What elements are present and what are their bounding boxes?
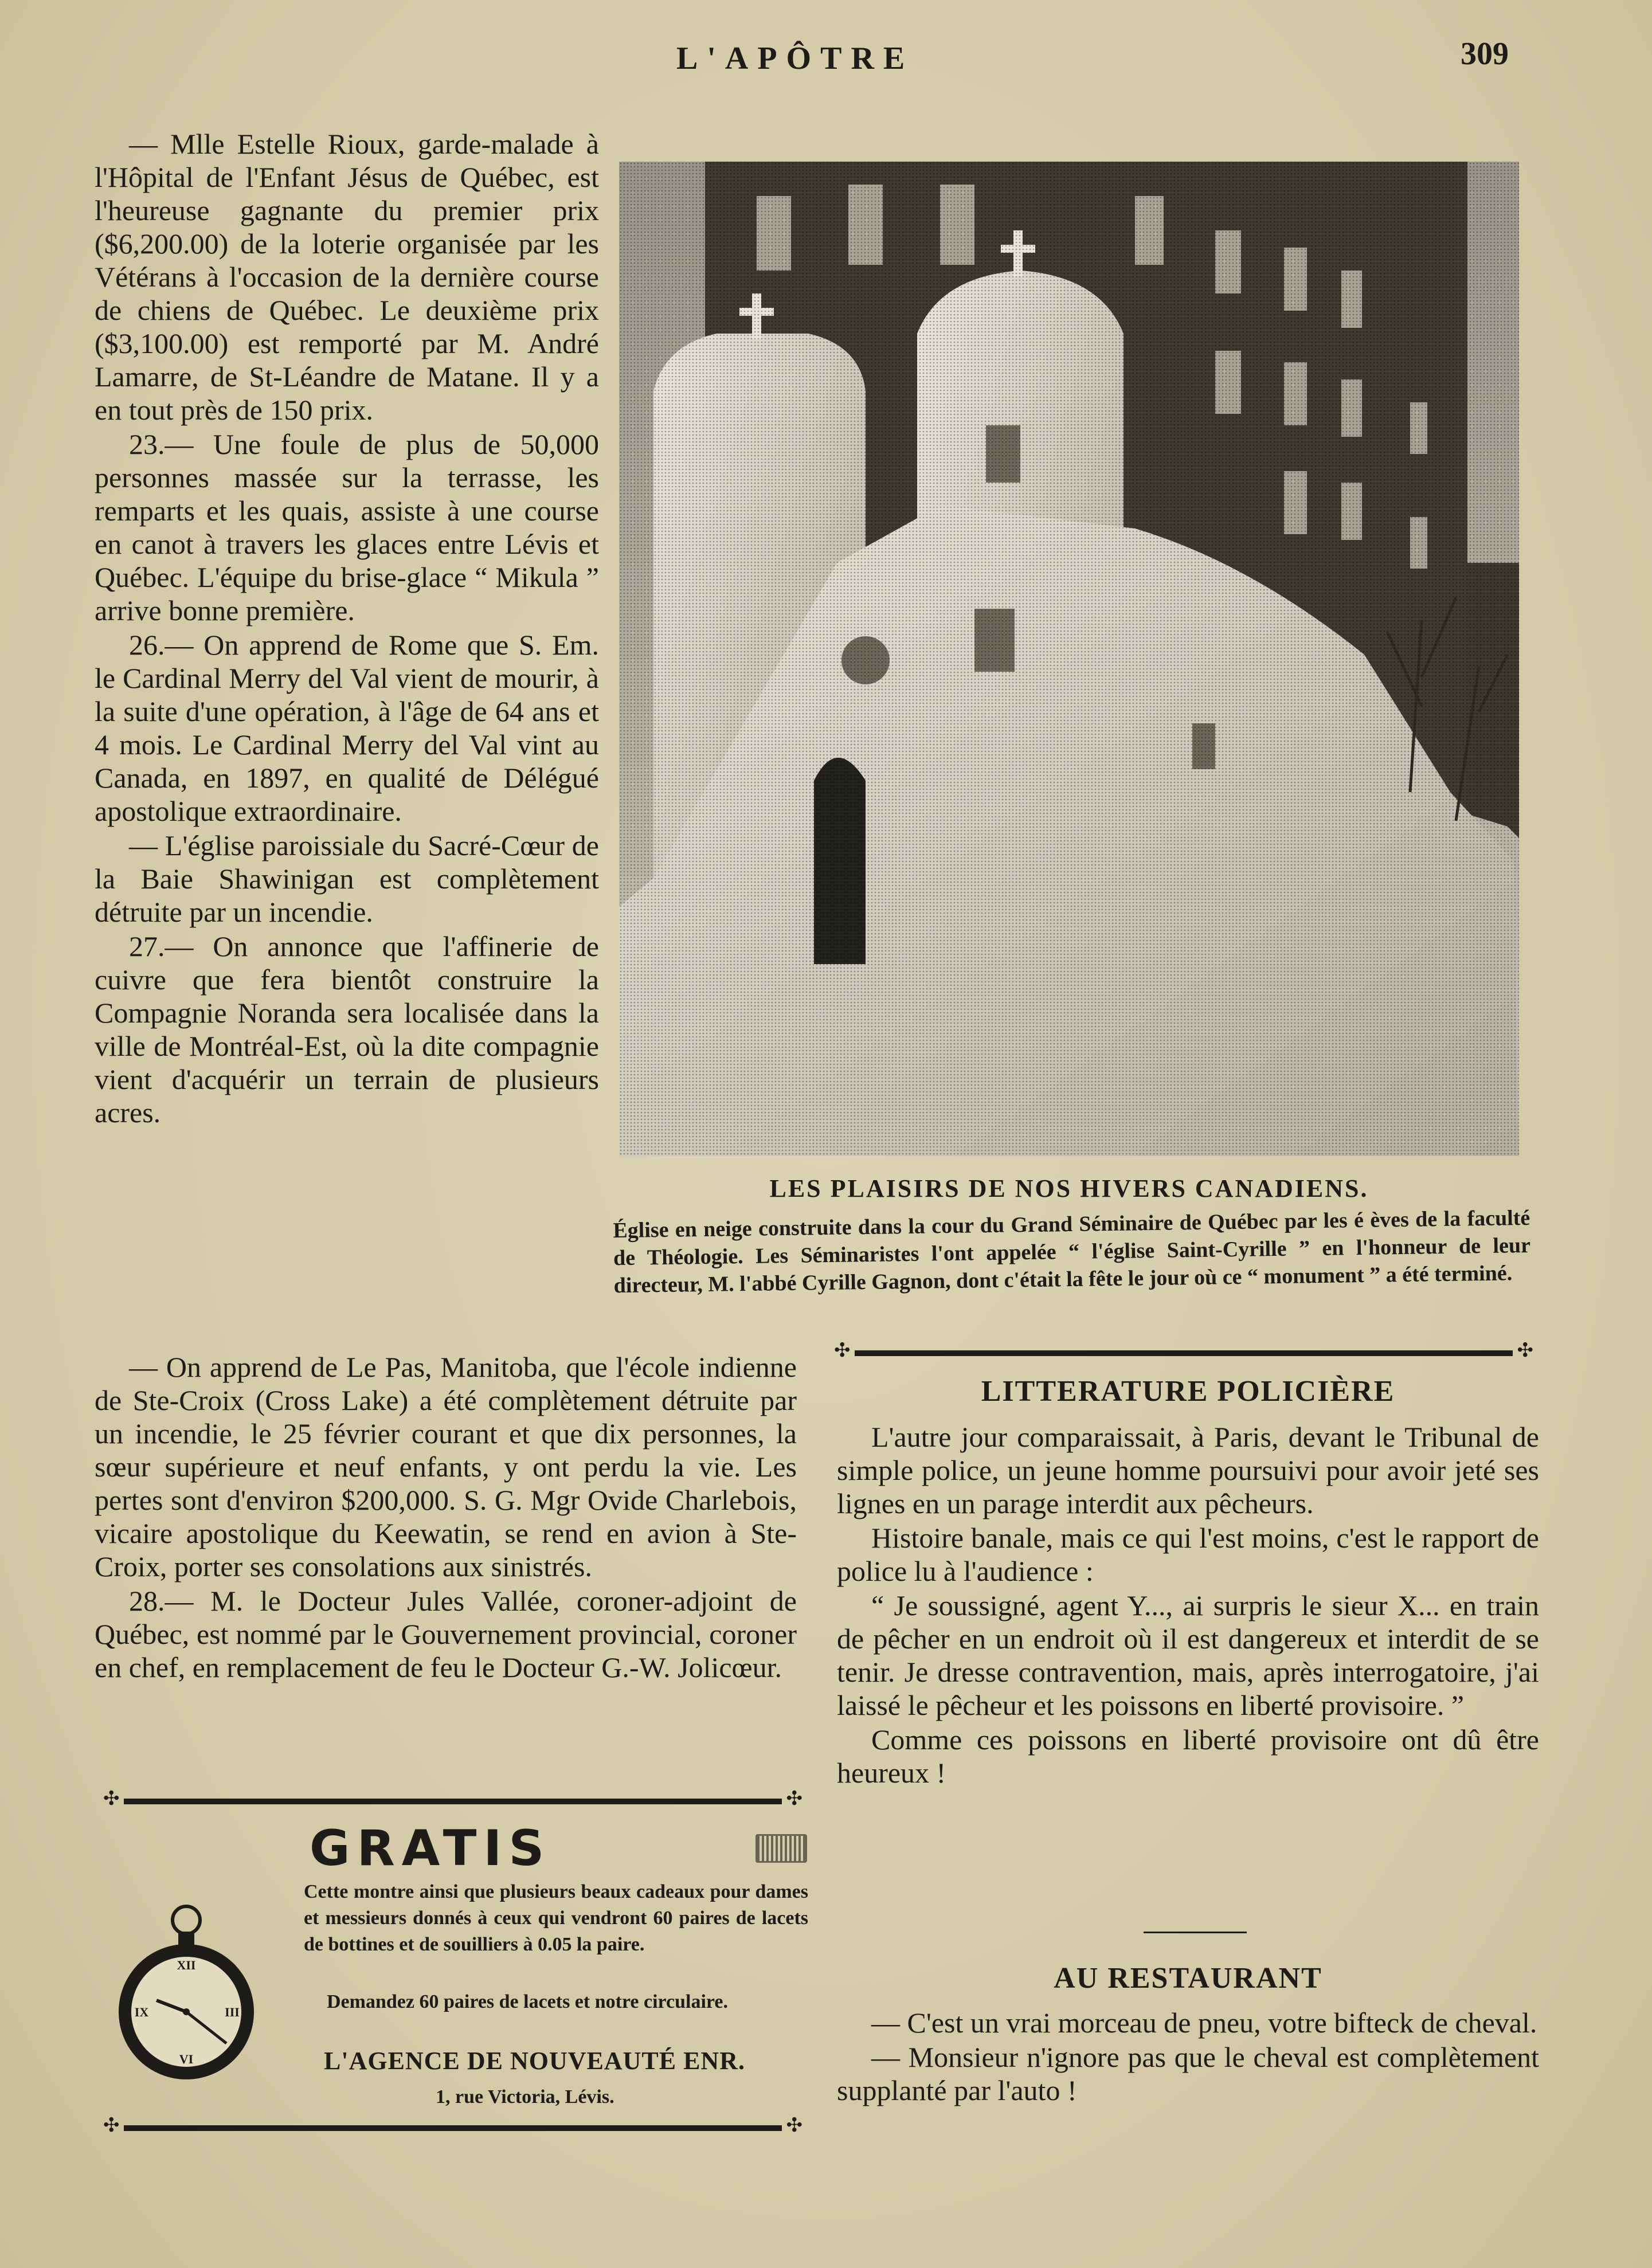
section-title: LITTERATURE POLICIÈRE bbox=[981, 1375, 1395, 1408]
advert-address: 1, rue Victoria, Lévis. bbox=[436, 2086, 614, 2108]
left-column bbox=[95, 127, 599, 1129]
litterature-article bbox=[837, 1420, 1539, 1789]
snow-church-photo bbox=[619, 162, 1519, 1156]
running-header: L'APÔTRE bbox=[676, 41, 914, 76]
paragraph: — Monsieur n'ignore pas que le cheval est complètement supplanté par l'auto ! bbox=[837, 2041, 1539, 2106]
advert-text: Cette montre ainsi que plusieurs beaux cadeaux pour dames et messieurs donnés à ceux qui vendront 60 paires de lacets de bottines et de souilliers à 0.05 la paire. bbox=[304, 1881, 808, 1955]
paragraph: “ Je soussigné, agent Y..., ai surpris le sieur X... en train de pêcher en un endroit où il est dangereux et interdit de se tenir. Je dresse contravention, mais, après interrogatoire, j'ai laissé le pêcheur et les poissons en liberté provisoire. ” bbox=[837, 1589, 1539, 1721]
paragraph: — Mlle Estelle Rioux, garde-malade à l'Hôpital de l'Enfant Jésus de Québec, est l'heureuse gagnante du premier prix ($6,200.00) de la loterie organisée par les Vétérans à l'occasion de la dernière course de chiens de Québec. Le deuxième prix ($3,100.00) est remporté par M. André Lamarre, de St-Léandre de Matane. Il y a en tout près de 150 prix. bbox=[95, 128, 599, 426]
paragraph: 26.— On apprend de Rome que S. Em. le Cardinal Merry del Val vient de mourir, à la suite d'une opération, à l'âge de 64 ans et 4 mois. Le Cardinal Merry del Val vint au Canada, en 1897, en qualité de Délégué apostolique extraordinaire. bbox=[95, 629, 599, 827]
paragraph: L'autre jour comparaissait, à Paris, devant le Tribunal de simple police, un jeune homme poursuivi pour avoir jeté ses lignes en un parage interdit aux pêcheurs. bbox=[837, 1421, 1539, 1519]
svg-text:IX: IX bbox=[134, 2005, 149, 2019]
ornamental-divider: ✣ ✣ bbox=[103, 2115, 802, 2136]
paragraph: 28.— M. le Docteur Jules Vallée, coroner-adjoint de Québec, est nommé par le Gouvernement provincial, coroner en chef, en remplacement de feu le Docteur G.-W. Jolicœur. bbox=[95, 1585, 797, 1683]
short-rule bbox=[1144, 1932, 1247, 1933]
paragraph: Comme ces poissons en liberté provisoire ont dû être heureux ! bbox=[837, 1723, 1539, 1789]
paragraph: 23.— Une foule de plus de 50,000 personnes massée sur la terrasse, les remparts et les quais, assiste à une course en canot à travers les glaces entre Lévis et Québec. L'équipe du brise-glace “ Mikula ” arrive bonne première. bbox=[95, 428, 599, 626]
left-wide-column bbox=[95, 1350, 797, 1684]
paragraph: — L'église paroissiale du Sacré-Cœur de la Baie Shawinigan est complètement détruite par un incendie. bbox=[95, 829, 599, 928]
advert-order: Demandez 60 paires de lacets et notre circulaire. bbox=[327, 1991, 728, 2012]
paragraph: 27.— On annonce que l'affinerie de cuivre que fera bientôt construire la Compagnie Noranda sera localisée dans la ville de Montréal-Est, où la dite compagnie vient d'acquérir un terrain de plusieurs acres. bbox=[95, 930, 599, 1129]
stamp-icon bbox=[755, 1834, 807, 1863]
page-number: 309 bbox=[1461, 36, 1509, 72]
photo-caption-text: Église en neige construite dans la cour du Grand Séminaire de Québec par les é èves de la faculté de Théologie. Les Séminaristes l'ont appelée “ l'église Saint-Cyrille ” en l'honneur de leur directeur, M. l'abbé Cyrille Gagnon, dont c'était la fête le jour où ce “ monument ” a été terminé. bbox=[613, 1205, 1531, 1298]
svg-text:VI: VI bbox=[179, 2052, 194, 2066]
photo-caption-title: LES PLAISIRS DE NOS HIVERS CANADIENS. bbox=[769, 1174, 1369, 1202]
restaurant-article bbox=[837, 2006, 1539, 2107]
advert-title: GRATIS bbox=[310, 1820, 551, 1877]
paragraph: — C'est un vrai morceau de pneu, votre bifteck de cheval. bbox=[871, 2007, 1537, 2039]
pocket-watch-icon bbox=[112, 1903, 267, 2101]
ornamental-divider: ✣ ✣ bbox=[834, 1340, 1533, 1361]
paragraph: Histoire banale, mais ce qui l'est moins, c'est le rapport de police lu à l'audience : bbox=[837, 1522, 1539, 1587]
svg-text:XII: XII bbox=[177, 1958, 196, 1972]
section-title: AU RESTAURANT bbox=[1054, 1962, 1322, 1995]
advert-agency: L'AGENCE DE NOUVEAUTÉ ENR. bbox=[324, 2047, 745, 2075]
paragraph: — On apprend de Le Pas, Manitoba, que l'école indienne de Ste-Croix (Cross Lake) a été complètement détruite par un incendie, le 25 février courant et que dix personnes, la sœur supérieure et neuf enfants, y ont perdu la vie. Les pertes sont d'environ $200,000. S. G. Mgr Ovide Charlebois, vicaire apostolique du Keewatin, se rend en avion à Ste-Croix, porter ses consolations aux sinistrés. bbox=[95, 1351, 797, 1582]
ornamental-divider: ✣ ✣ bbox=[103, 1788, 802, 1809]
svg-text:III: III bbox=[225, 2005, 240, 2019]
